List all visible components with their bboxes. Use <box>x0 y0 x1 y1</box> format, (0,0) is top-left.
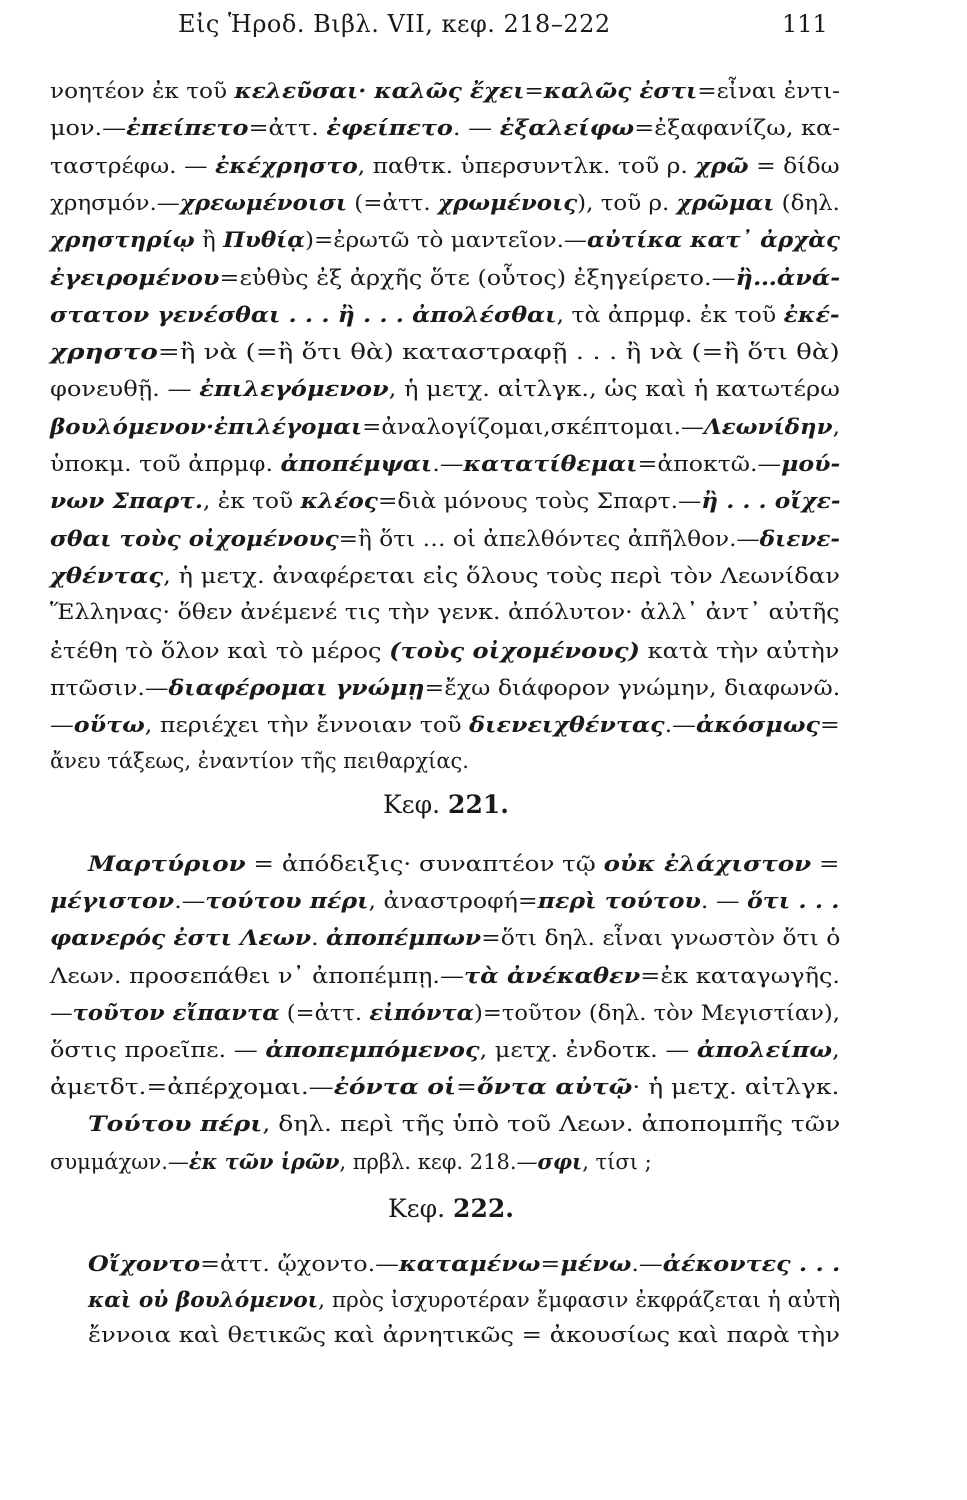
text-line <box>50 602 840 623</box>
gloss-text: , <box>832 414 840 439</box>
lemma-bold: χθέντας <box>50 562 164 588</box>
lemma-bold: ἐφείπετο <box>326 115 453 141</box>
gloss-text: =ἀττ. <box>248 116 327 141</box>
gloss-text: =ἀττ. ᾤχοντο.— <box>200 1252 399 1276</box>
gloss-text: =διὰ μόνους τοὺς Σπαρτ.— <box>377 489 702 514</box>
gloss-text: (=ἀττ. <box>346 190 438 215</box>
text-line <box>88 1325 840 1346</box>
gloss-text: , παθτκ. ὑπερσυντλκ. τοῦ ρ. <box>357 153 696 178</box>
lemma-bold: τὰ ἀνέκαθεν <box>464 962 641 988</box>
lemma-bold: στατον γενέσθαι . . . ἢ . . . ἀπολέσθαι <box>50 301 557 327</box>
chapter-prefix: Κεφ. <box>388 1194 446 1223</box>
lemma-bold: ἀπολείπω <box>696 1037 833 1062</box>
lemma-bold: σθαι τοὺς οἰχομένους <box>50 525 339 551</box>
text-line <box>50 490 841 512</box>
lemma-bold: καταμένω <box>398 1251 541 1276</box>
lemma-bold: περὶ τούτου <box>537 888 701 914</box>
lemma-bold: μού- <box>781 451 841 476</box>
gloss-text: = <box>819 713 840 738</box>
text-line <box>50 229 840 251</box>
lemma-bold: κλέος <box>300 488 378 514</box>
gloss-text: =ἔχω διάφορον γνώμην, διαφωνῶ. <box>424 675 841 700</box>
lemma-bold: διενειχθέντας <box>469 712 665 738</box>
gloss-text: .— <box>174 889 206 914</box>
text-line <box>50 962 841 988</box>
lemma-bold: ἐξαλείφω <box>499 115 635 141</box>
text-line <box>50 525 841 551</box>
gloss-text: , πρὸς ἰσχυροτέραν ἔμφασιν ἐκφράζεται ἡ αὐτὴ <box>318 1288 841 1313</box>
lemma-bold: (τοὺς οἰχομένους) <box>389 637 640 663</box>
gloss-text: = <box>811 852 840 876</box>
gloss-text: ὑποκμ. τοῦ ἀπρμφ. <box>50 452 281 476</box>
text-line <box>50 264 841 290</box>
lemma-bold: φανερός ἐστι Λεων <box>50 925 312 951</box>
gloss-text: (δηλ. <box>774 190 840 215</box>
text-line <box>88 1113 840 1135</box>
lemma-bold: διαφέρομαι γνώμῃ <box>168 674 425 700</box>
lemma-bold: οὐκ ἐλάχιστον <box>603 851 812 876</box>
lemma-bold: χρεωμένοισι <box>179 189 347 215</box>
gloss-text: =εὐθὺς ἐξ ἀρχῆς ὅτε (οὗτος) ἐξηγείρετο.— <box>219 265 736 290</box>
lemma-bold: χρηστο <box>50 339 158 365</box>
chapter-number: 221. <box>448 790 509 819</box>
gloss-text: (=ἀττ. <box>279 1000 370 1025</box>
text-line <box>50 1076 839 1098</box>
gloss-text: φονευθῇ. — <box>50 377 200 402</box>
running-title: Εἰς Ἡροδ. Βιβλ. VII, κεφ. 218–222 <box>178 10 611 38</box>
text-line <box>50 189 840 215</box>
gloss-text: , <box>832 1038 840 1062</box>
lemma-bold: μένω <box>560 1251 632 1276</box>
lemma-bold: ἀκόσμως <box>695 712 820 738</box>
lemma-bold: ἀέκοντες . . . <box>662 1251 841 1276</box>
text-line <box>50 80 840 102</box>
page-number: 111 <box>782 10 828 38</box>
gloss-text: , ἐκ τοῦ <box>202 489 301 514</box>
lemma-bold: ἐόντα οἱ <box>333 1074 457 1100</box>
gloss-text: ἢ <box>194 228 224 253</box>
gloss-text: =ὅτι δηλ. εἶναι γνωστὸν ὅτι ὁ <box>481 926 841 951</box>
text-line <box>50 1039 840 1061</box>
text-line <box>50 413 840 439</box>
gloss-text: — <box>50 1000 73 1025</box>
lemma-bold: Μαρτύριον <box>88 851 246 876</box>
lemma-bold: χρηστηρίῳ <box>50 227 195 253</box>
gloss-text: ταστρέφω. — <box>50 153 215 178</box>
gloss-text: .— <box>631 1252 663 1276</box>
gloss-text: · ἡ μετχ. αἰτλγκ. <box>632 1075 840 1100</box>
lemma-bold: ἢ . . . οἴχε- <box>701 488 841 514</box>
gloss-text: , περιέχει τὴν ἔννοιαν τοῦ <box>144 713 470 738</box>
gloss-text: μον.— <box>50 116 127 141</box>
lemma-bold: ἀποπέμπων <box>326 925 482 951</box>
lemma-bold: καὶ οὐ βουλόμενοι <box>88 1287 319 1313</box>
gloss-text: = <box>456 1075 477 1100</box>
text-line <box>88 853 840 875</box>
chapter-heading-221 <box>383 790 509 819</box>
text-line <box>50 117 840 139</box>
gloss-text: , μετχ. ἐνδοτκ. — <box>479 1038 697 1062</box>
gloss-text: )=τοῦτον (δηλ. τὸν Μεγιστίαν), <box>474 1000 840 1025</box>
text-line <box>50 999 840 1025</box>
gloss-text: Ἕλληνας· ὅθεν ἀνέμενέ τις τὴν γενκ. ἀπόλυτον· ἀλλ᾽ ἀντ᾽ αὐτῆς <box>50 600 840 625</box>
text-line <box>50 562 840 588</box>
lemma-bold: χρῶμαι <box>676 189 775 215</box>
gloss-text: )=ἐρωτῶ τὸ μαντεῖον.— <box>305 228 587 253</box>
gloss-text: . — <box>452 116 500 141</box>
gloss-text: ἐτέθη τὸ ὅλον καὶ τὸ μέρος <box>50 638 390 663</box>
gloss-text: , πρβλ. κεφ. 218.— <box>339 1149 538 1174</box>
gloss-text: =ἀναλογίζομαι,σκέπτομαι.— <box>362 414 704 439</box>
gloss-text: — <box>50 713 74 738</box>
lemma-bold: χρῶ <box>695 152 749 178</box>
gloss-text: = δίδω <box>748 153 840 178</box>
gloss-text: , ἀναστροφή= <box>368 889 538 914</box>
text-line <box>50 927 840 949</box>
gloss-text: . <box>311 926 327 951</box>
text-line <box>50 301 840 327</box>
text-line <box>50 1148 652 1174</box>
gloss-text: . — <box>700 889 748 914</box>
text-line <box>50 751 469 772</box>
gloss-text: = <box>540 1252 561 1276</box>
lemma-bold: μέγιστον <box>50 888 175 914</box>
lemma-bold: ἐπείπετο <box>126 115 249 141</box>
chapter-prefix: Κεφ. <box>383 790 441 819</box>
lemma-bold: νων Σπαρτ. <box>50 488 203 514</box>
text-line <box>88 1289 840 1311</box>
text-line <box>50 890 840 912</box>
text-line <box>50 453 840 475</box>
lemma-bold: χρωμένοις <box>437 189 578 215</box>
lemma-bold: κελεῦσαι· καλῶς ἔχει <box>234 78 525 103</box>
lemma-bold: ἢ…ἀνά- <box>735 264 841 290</box>
gloss-text: =εἶναι ἐντι- <box>697 79 840 103</box>
lemma-bold: τοῦτον εἴπαντα <box>72 999 280 1025</box>
text-line <box>50 674 841 700</box>
lemma-bold: ἐκέχρηστο <box>214 152 358 178</box>
gloss-text: ὅστις προεῖπε. — <box>50 1038 266 1062</box>
text-line <box>50 637 840 663</box>
lemma-bold: ἐγειρομένου <box>50 264 220 290</box>
gloss-text: , ἡ μετχ. ἀναφέρεται εἰς ὅλους τοὺς περὶ τὸν Λεωνίδαν <box>163 563 840 588</box>
lemma-bold: ἐκ τῶν ἱρῶν <box>188 1148 340 1174</box>
lemma-bold: ὅτι . . . <box>747 888 840 914</box>
lemma-bold: ἐκέ- <box>783 301 840 327</box>
lemma-bold: εἰπόντα <box>369 999 475 1025</box>
text-line <box>50 714 840 736</box>
gloss-text: συμμάχων.— <box>50 1149 189 1174</box>
text-line <box>50 341 840 363</box>
gloss-text: ἀμετδτ.=ἀπέρχομαι.— <box>50 1075 334 1100</box>
gloss-text: = ἀπόδειξις· συναπτέον τῷ <box>245 852 604 876</box>
gloss-text: =ἢ νὰ (=ἢ ὅτι θὰ) καταστραφῇ . . . ἢ νὰ (=ἢ ὅτι θὰ) <box>157 340 840 365</box>
gloss-text: =ἐξαφανίζω, κα- <box>634 116 841 141</box>
gloss-text: =ἐκ καταγωγῆς. <box>640 963 841 988</box>
gloss-text: ἔννοια καὶ θετικῶς καὶ ἀρνητικῶς = ἀκουσίως καὶ παρὰ τὴν <box>88 1323 840 1348</box>
text-line <box>88 1253 840 1275</box>
lemma-bold: ἀποπεμπόμενος <box>265 1037 480 1062</box>
lemma-bold: διενε- <box>759 525 841 551</box>
gloss-text: Λεων. προσεπάθει ν᾽ ἀποπέμπῃ.— <box>50 963 465 988</box>
lemma-bold: ἀποπέμψαι <box>280 451 433 476</box>
lemma-bold: Τούτου πέρι <box>88 1111 263 1137</box>
gloss-text: , ἡ μετχ. αἰτλγκ., ὡς καὶ ἡ κατωτέρω <box>388 377 840 402</box>
text-line <box>50 152 840 178</box>
gloss-text: , τίσι ; <box>582 1149 652 1174</box>
lemma-bold: βουλόμενον·ἐπιλέγομαι <box>50 413 363 439</box>
gloss-text: πτῶσιν.— <box>50 675 169 700</box>
chapter-number: 222. <box>453 1194 514 1223</box>
gloss-text: =ἢ ὅτι … οἱ ἀπελθόντες ἀπῆλθον.— <box>338 526 760 551</box>
lemma-bold: Οἴχοντο <box>88 1251 201 1276</box>
gloss-text: χρησμόν.— <box>50 190 180 215</box>
gloss-text: .— <box>432 452 464 476</box>
lemma-bold: ὄντα αὐτῷ <box>476 1074 633 1100</box>
lemma-bold: οὕτω <box>73 712 145 738</box>
gloss-text: .— <box>664 713 696 738</box>
lemma-bold: καλῶς ἐστι <box>543 78 698 103</box>
text-line <box>50 378 840 400</box>
lemma-bold: σφι <box>537 1148 583 1174</box>
gloss-text: ), τοῦ ρ. <box>577 190 677 215</box>
gloss-text: , τὰ ἀπρμφ. ἐκ τοῦ <box>556 302 784 327</box>
gloss-text: ἄνευ τάξεως, ἐναντίον τῆς πειθαρχίας. <box>50 749 469 774</box>
gloss-text: κατὰ τὴν αὐτὴν <box>639 638 840 663</box>
gloss-text: , δηλ. περὶ τῆς ὑπὸ τοῦ Λεων. ἀποπομπῆς τῶν <box>262 1112 841 1137</box>
gloss-text: =ἀποκτῶ.— <box>637 452 782 476</box>
lemma-bold: τούτου πέρι <box>205 888 369 914</box>
lemma-bold: αὐτίκα κατ᾽ ἀρχὰς <box>586 227 841 253</box>
lemma-bold: κατατίθεμαι <box>463 451 638 476</box>
gloss-text: = <box>524 79 544 103</box>
chapter-heading-222 <box>388 1194 514 1223</box>
lemma-bold: Πυθίᾳ <box>223 227 306 253</box>
lemma-bold: ἐπιλεγόμενον <box>199 376 389 402</box>
lemma-bold: Λεωνίδην <box>703 413 833 439</box>
gloss-text: νοητέον ἐκ τοῦ <box>50 79 235 103</box>
